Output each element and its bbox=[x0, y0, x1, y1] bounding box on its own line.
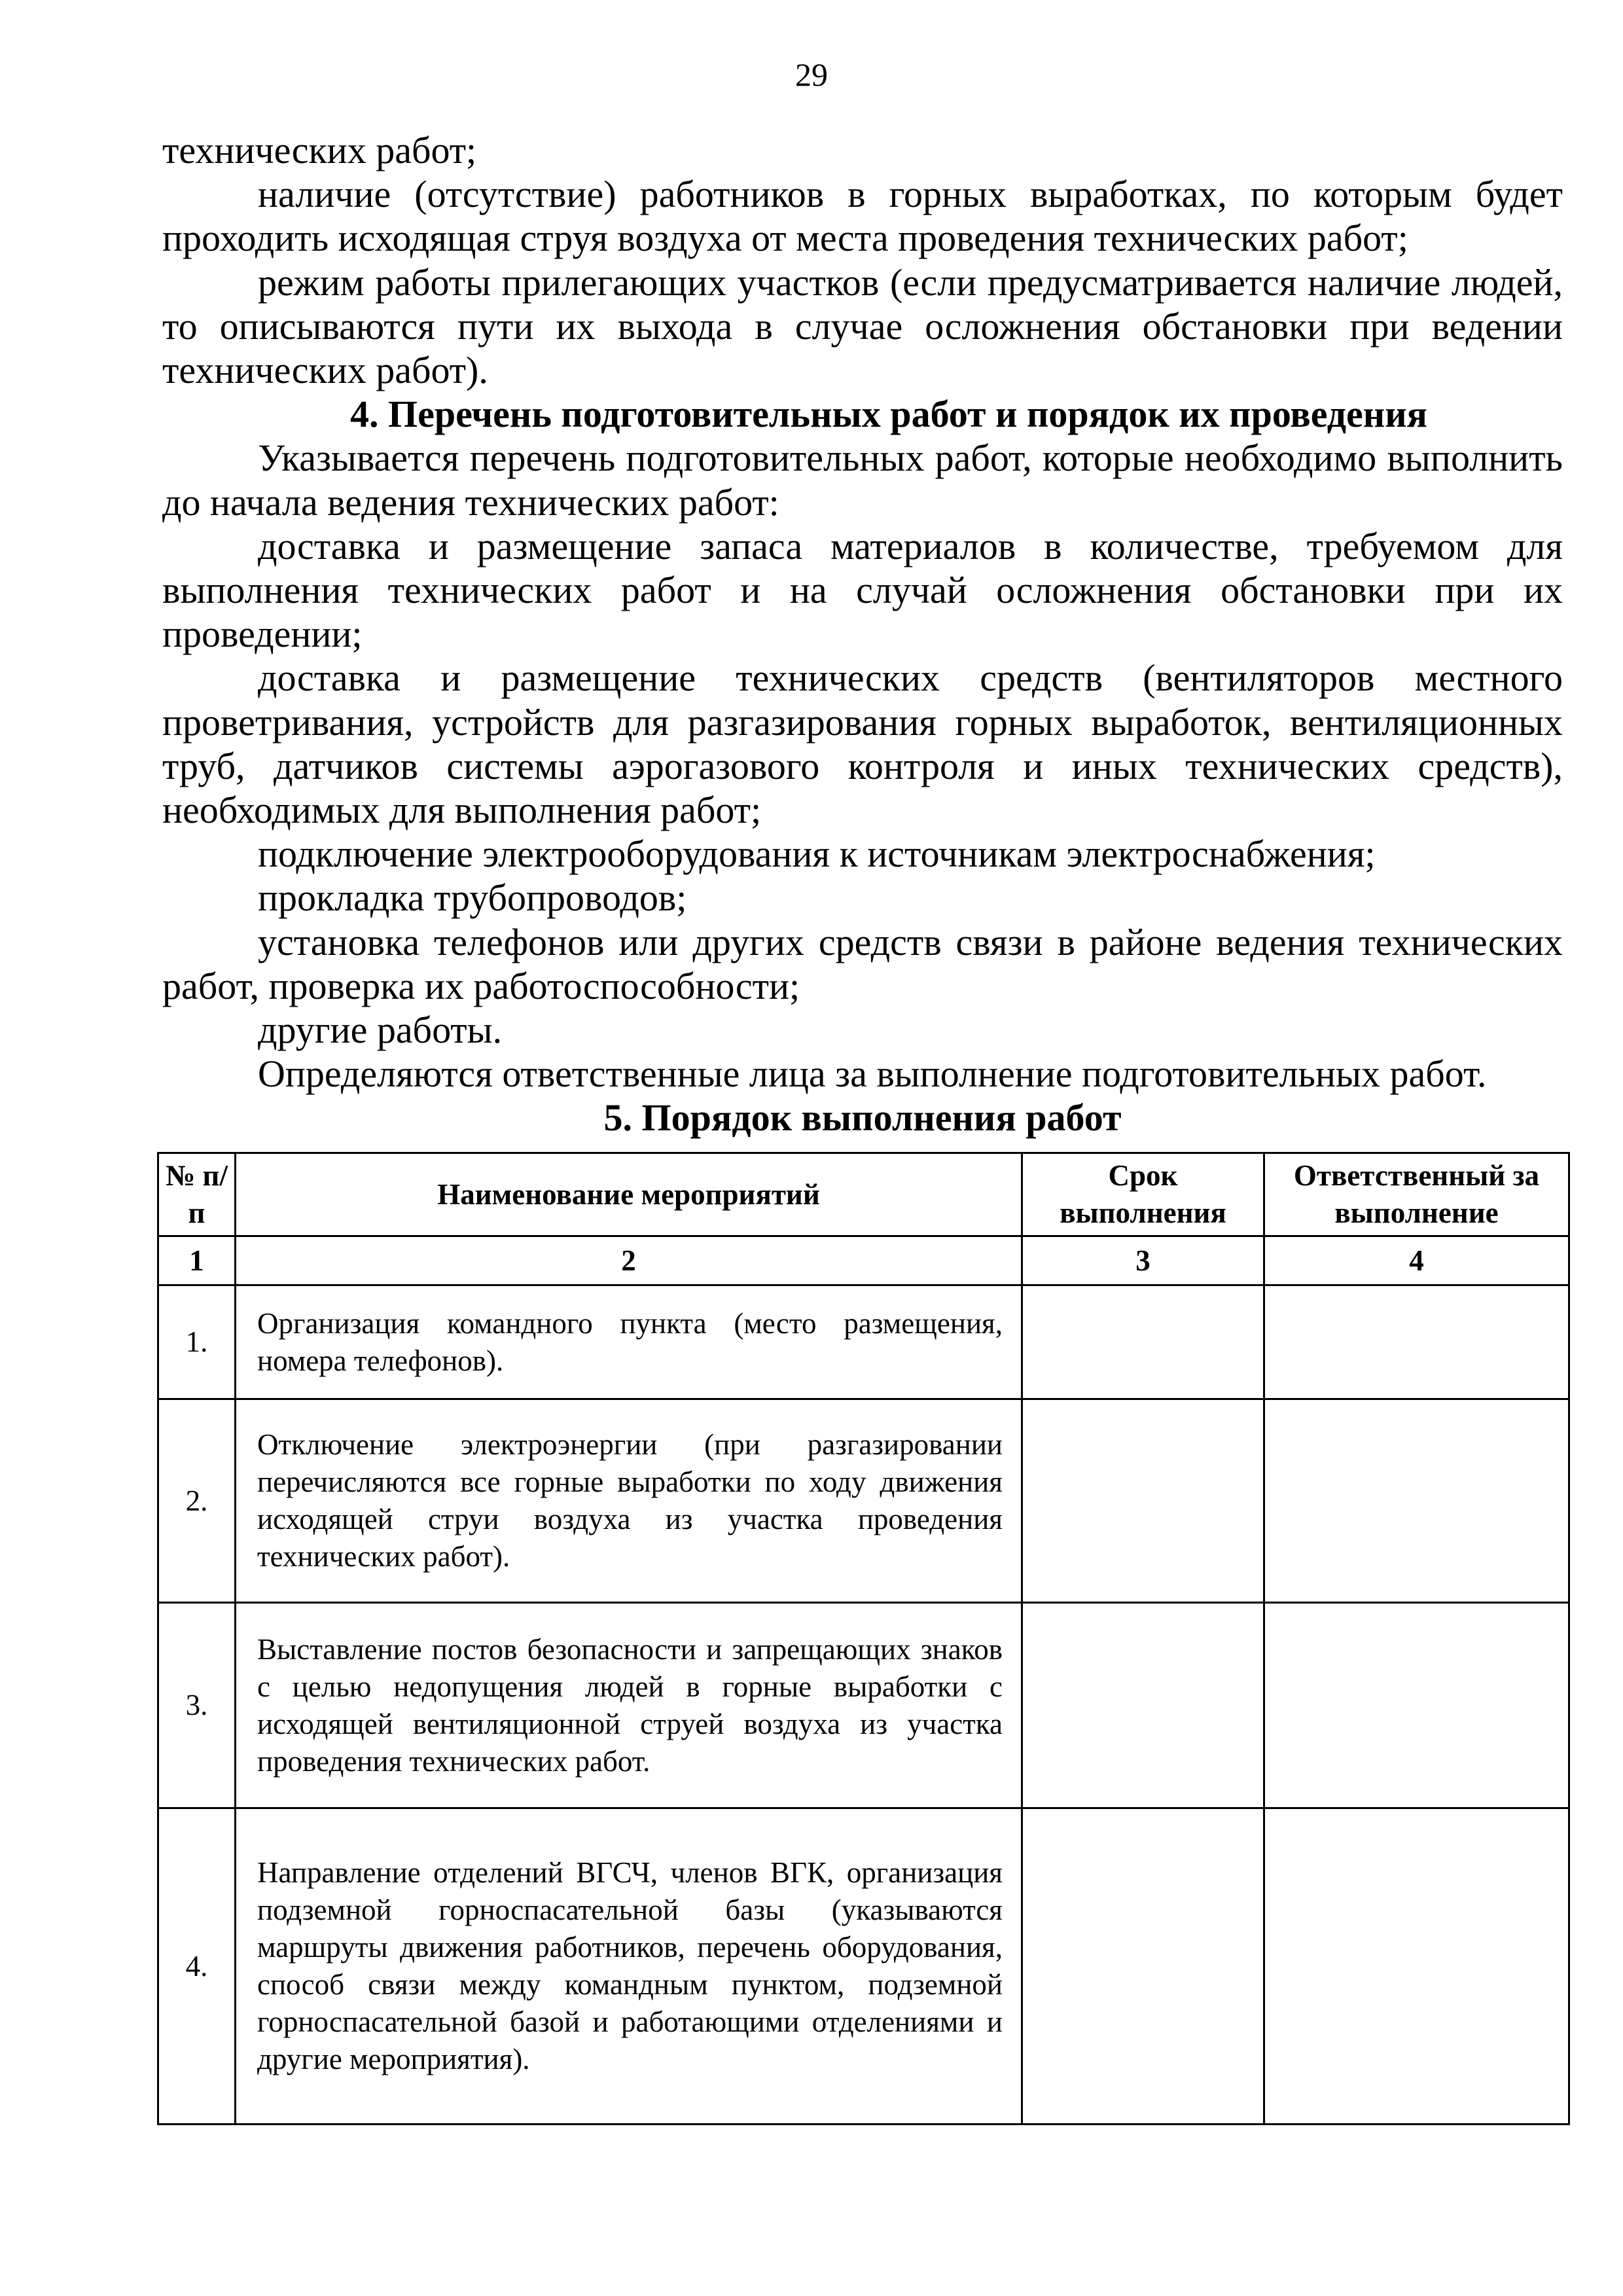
row-number: 2. bbox=[158, 1399, 236, 1603]
column-number-row bbox=[158, 1236, 1569, 1285]
deadline-cell bbox=[1022, 1808, 1264, 2125]
header-cell-number: № п/п bbox=[158, 1153, 236, 1236]
activity-name: Отключение электроэнергии (при разгазировании перечисляются все горные выработки по ходу движения исходящей струи воздуха из участка проведения технических работ). bbox=[236, 1399, 1022, 1603]
column-number: 2 bbox=[236, 1236, 1022, 1285]
paragraph: прокладка трубопроводов; bbox=[258, 876, 687, 920]
paragraph: Определяются ответственные лица за выполнение подготовительных работ. bbox=[258, 1052, 1487, 1096]
paragraph: подключение электрооборудования к источникам электроснабжения; bbox=[258, 833, 1376, 876]
header-cell-name: Наименование мероприятий bbox=[236, 1153, 1022, 1236]
table-header-row bbox=[158, 1153, 1569, 1236]
responsible-cell bbox=[1264, 1808, 1569, 2125]
responsible-cell bbox=[1264, 1285, 1569, 1399]
document-body bbox=[162, 128, 1563, 1140]
paragraph: технических работ; bbox=[162, 129, 477, 171]
row-number: 3. bbox=[158, 1603, 236, 1808]
column-number: 3 bbox=[1022, 1236, 1264, 1285]
paragraph: режим работы прилегающих участков (если предусматривается наличие людей, то описываются пути их выхода в случае осложнения обстановки при ведении технических работ). bbox=[162, 260, 1563, 392]
table-row bbox=[158, 1808, 1569, 2125]
deadline-cell bbox=[1022, 1603, 1264, 1808]
works-table bbox=[157, 1152, 1570, 2125]
column-number: 1 bbox=[158, 1236, 236, 1285]
paragraph: доставка и размещение технических средств (вентиляторов местного проветривания, устройств для разгазирования горных выработок, вентиляционных труб, датчиков системы аэрогазового контроля и иных технических средств), необходимых для выполнения работ; bbox=[162, 656, 1563, 832]
responsible-cell bbox=[1264, 1399, 1569, 1603]
responsible-cell bbox=[1264, 1603, 1569, 1808]
paragraph: установка телефонов или других средств связи в районе ведения технических работ, проверка их работоспособности; bbox=[162, 920, 1563, 1007]
activity-name: Направление отделений ВГСЧ, членов ВГК, организация подземной горноспасательной базы (указываются маршруты движения работников, перечень оборудования, способ связи между командным пунктом, подземной горноспасательной базой и работающими отделениями и другие мероприятия). bbox=[236, 1808, 1022, 2125]
table-row bbox=[158, 1603, 1569, 1808]
column-number: 4 bbox=[1264, 1236, 1569, 1285]
activity-name: Организация командного пункта (место размещения, номера телефонов). bbox=[236, 1285, 1022, 1399]
paragraph: наличие (отсутствие) работников в горных выработках, по которым будет проходить исходящая струя воздуха от места проведения технических работ; bbox=[162, 173, 1563, 260]
activity-name: Выставление постов безопасности и запрещающих знаков с целью недопущения людей в горные выработки с исходящей вентиляционной струей воздуха из участка проведения технических работ. bbox=[236, 1603, 1022, 1808]
paragraph: другие работы. bbox=[258, 1009, 503, 1052]
header-cell-deadline: Срок выполнения bbox=[1022, 1153, 1264, 1236]
deadline-cell bbox=[1022, 1399, 1264, 1603]
header-cell-responsible: Ответственный за выполнение bbox=[1264, 1153, 1569, 1236]
works-table-container bbox=[157, 1152, 1570, 2125]
section-4-heading: 4. Перечень подготовительных работ и порядок их проведения bbox=[349, 393, 1428, 436]
paragraph: доставка и размещение запаса материалов в количестве, требуемом для выполнения технических работ и на случай осложнения обстановки при их проведении; bbox=[162, 524, 1563, 656]
table-row bbox=[158, 1285, 1569, 1399]
row-number: 4. bbox=[158, 1808, 236, 2125]
row-number: 1. bbox=[158, 1285, 236, 1399]
section-5-heading: 5. Порядок выполнения работ bbox=[603, 1096, 1122, 1139]
deadline-cell bbox=[1022, 1285, 1264, 1399]
paragraph: Указывается перечень подготовительных работ, которые необходимо выполнить до начала ведения технических работ: bbox=[162, 437, 1563, 524]
page-number: 29 bbox=[795, 56, 828, 93]
table-row bbox=[158, 1399, 1569, 1603]
